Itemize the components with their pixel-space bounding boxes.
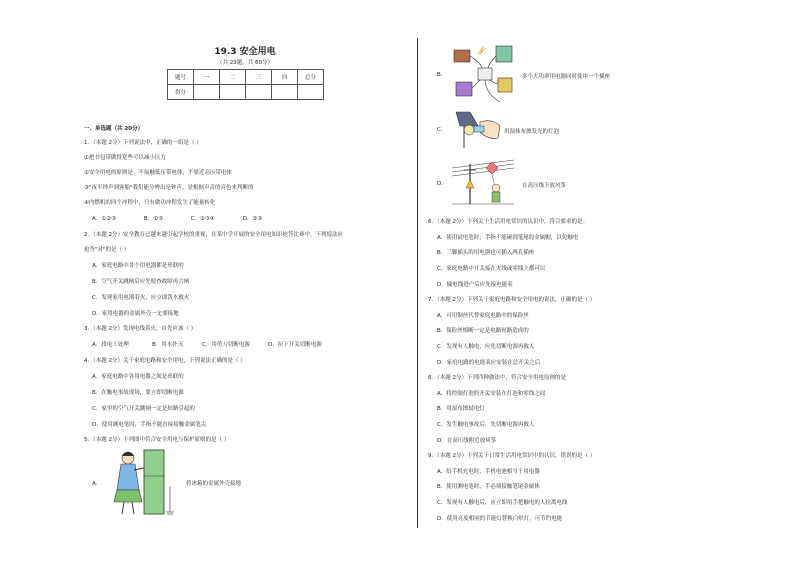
overloaded-socket-figure [450, 42, 522, 108]
page-subtitle: （共 23题，共 60分） [217, 60, 273, 66]
table-cell [220, 85, 246, 100]
question-6-stem: 6．（本题 2分）下列关于生活用电常识的认识中，符合要求的是。 [428, 219, 588, 225]
question-7-option[interactable]: C．发现有人触电，应先切断电源再救人 [437, 344, 535, 350]
table-row [168, 70, 324, 85]
question-7-option[interactable]: A．可用铜丝代替家庭电路中的保险丝 [437, 313, 529, 319]
question-7-option[interactable]: B．保险丝熔断一定是电路短路造成的 [437, 328, 529, 334]
table-cell [194, 85, 220, 100]
question-1-item: ④内燃机的四个冲程中，只有做功冲程发生了能量转化 [84, 200, 216, 206]
question-5-stem: 5．（本题 2分）下列图中符合安全用电与保护原则的是（ ） [84, 437, 230, 443]
table-cell: 三 [246, 70, 272, 85]
question-9-option[interactable]: B．使用测电笔时，手必须接触笔尾金属体 [437, 484, 540, 490]
table-cell: 四 [272, 70, 298, 85]
question-5-option-b-caption: 多个大功率用电器同时使用一个插座 [522, 74, 611, 80]
question-6-option[interactable]: B．三脚插头的用电器也可插入两孔插座 [437, 250, 535, 256]
option[interactable]: D．拉下开关切断电源 [268, 342, 322, 348]
table-cell: 总分 [298, 70, 324, 85]
question-3-stem: 3．（本题 2分）发现电线着火，首先应该（ ） [84, 326, 197, 332]
question-2-stem-cont: 抢答"对"的是（ ） [84, 247, 130, 253]
option[interactable]: A．①②③ [92, 216, 117, 222]
question-7-option[interactable]: D．家庭电路的电能表应安装在总开关之后 [437, 360, 541, 366]
question-8-stem: 8．（本题 2分）下列四种做法中，符合安全用电原则的是 [428, 375, 566, 381]
question-2-option[interactable]: A．家庭电路中各个用电器都是串联的 [92, 263, 184, 269]
question-1-item: ③"夜半钟声到客船"我们能分辨出是钟声，是根据声音的音色来判断的 [84, 185, 254, 191]
column-divider [417, 38, 418, 528]
question-5-option-d-caption: 在高压线下放风筝 [522, 183, 567, 189]
kite-powerline-figure [452, 158, 514, 206]
question-5-option-d-letter[interactable]: D． [437, 181, 447, 187]
table-cell: 一 [194, 70, 220, 85]
question-2-stem: 2．（本题 2分）安全教育已越来越引起学校的重视，在某中学开展的安全用电知识抢答比赛中，下列说法应 [84, 232, 344, 238]
option[interactable]: D．②③ [242, 216, 263, 222]
option[interactable]: B．用水扑灭 [152, 342, 184, 348]
table-cell [272, 85, 298, 100]
question-8-option[interactable]: C．发生触电事故后，先切断电源再救人 [437, 422, 535, 428]
table-cell: 得分 [168, 85, 194, 100]
question-2-option[interactable]: C．发现家用电器着火，应立即泼水救火 [92, 295, 190, 301]
question-1-options [92, 216, 288, 223]
fridge-shape [144, 450, 164, 514]
question-4-option[interactable]: A．家庭电路中各用电器之间是串联的 [92, 374, 184, 380]
question-7-stem: 7．（本题 2分）下列关于家庭电路和安全用电的说法，正确的是（ ） [428, 297, 596, 303]
question-4-option[interactable]: D．使用测电笔时，手指不能直接接触金属笔尖 [92, 422, 207, 428]
table-cell: 题号 [168, 70, 194, 85]
question-2-option[interactable]: D．家用电器的金属外壳一定要接地 [92, 311, 179, 317]
question-8-option[interactable]: A．将控制灯泡的开关安装在灯泡和零线之间 [437, 391, 546, 397]
table-cell: 二 [220, 70, 246, 85]
question-5-option-a-letter[interactable]: A． [92, 481, 102, 487]
question-4-stem: 4．（本题 2分）关于家庭电路和安全用电，下列说法正确的是（ ） [84, 358, 246, 364]
question-9-stem: 9．（本题 2分）下列关于日常生活用电常识中的认识，错误的是（ ） [428, 453, 596, 459]
question-9-option[interactable]: D．使用亮度相同的节能灯替换白炽灯，可节约电能 [437, 516, 563, 522]
question-4-option[interactable]: B．在触电事故现场，要立即切断电源 [92, 390, 184, 396]
lamp-wiping-figure [452, 108, 504, 152]
question-2-option[interactable]: B．空气开关跳闸后应先检查故障再合闸 [92, 279, 190, 285]
question-6-option[interactable]: A．使用试电笔时，手指不能碰到笔尾的金属帽，以免触电 [437, 235, 579, 241]
table-cell [298, 85, 324, 100]
option[interactable]: C．②③④ [190, 216, 215, 222]
question-8-option[interactable]: D．在高压线附近放风筝 [437, 438, 497, 444]
question-1-stem: 1．（本题 2分）下列说法中，正确的一组是（ ） [84, 140, 202, 146]
girl-fridge-figure [108, 446, 178, 518]
question-5-option-c-caption: 用湿抹布擦发光的灯泡 [504, 129, 560, 135]
question-4-option[interactable]: C．家里的空气开关跳闸一定是短路引起的 [92, 406, 195, 412]
option[interactable]: B．①③ [143, 216, 163, 222]
question-8-option[interactable]: B．用湿布擦拭电灯 [437, 406, 485, 412]
table-row [168, 85, 324, 100]
question-5-option-a-caption: 将冰箱的金属外壳接地 [186, 481, 242, 487]
question-9-option[interactable]: A．给手机充电时，手机电池相当于用电器 [437, 469, 540, 475]
table-cell [246, 85, 272, 100]
question-5-option-b-letter[interactable]: B． [437, 72, 447, 78]
question-1-item: ②安全用电的原则是：不接触低压带电体，不靠近高压带电体 [84, 170, 232, 176]
section-heading: 一、单选题（共 20分） [84, 126, 144, 132]
option[interactable]: C．用剪刀切断电源 [202, 342, 250, 348]
question-6-option[interactable]: D．输电线进户后应先接电能表 [437, 282, 513, 288]
question-9-option[interactable]: C．发现有人触电后，应立即用手把触电的人拉离电线 [437, 500, 568, 506]
page-title: 19.3 安全用电 [214, 47, 276, 57]
question-1-item: ①把书包带做得宽些可以减小压力 [84, 155, 166, 161]
question-6-option[interactable]: C．家庭电路中开关接在火线或零线上都可以 [437, 266, 546, 272]
option[interactable]: A．找电工处理 [92, 342, 129, 348]
question-5-option-c-letter[interactable]: C． [437, 127, 447, 133]
score-table [167, 69, 324, 100]
